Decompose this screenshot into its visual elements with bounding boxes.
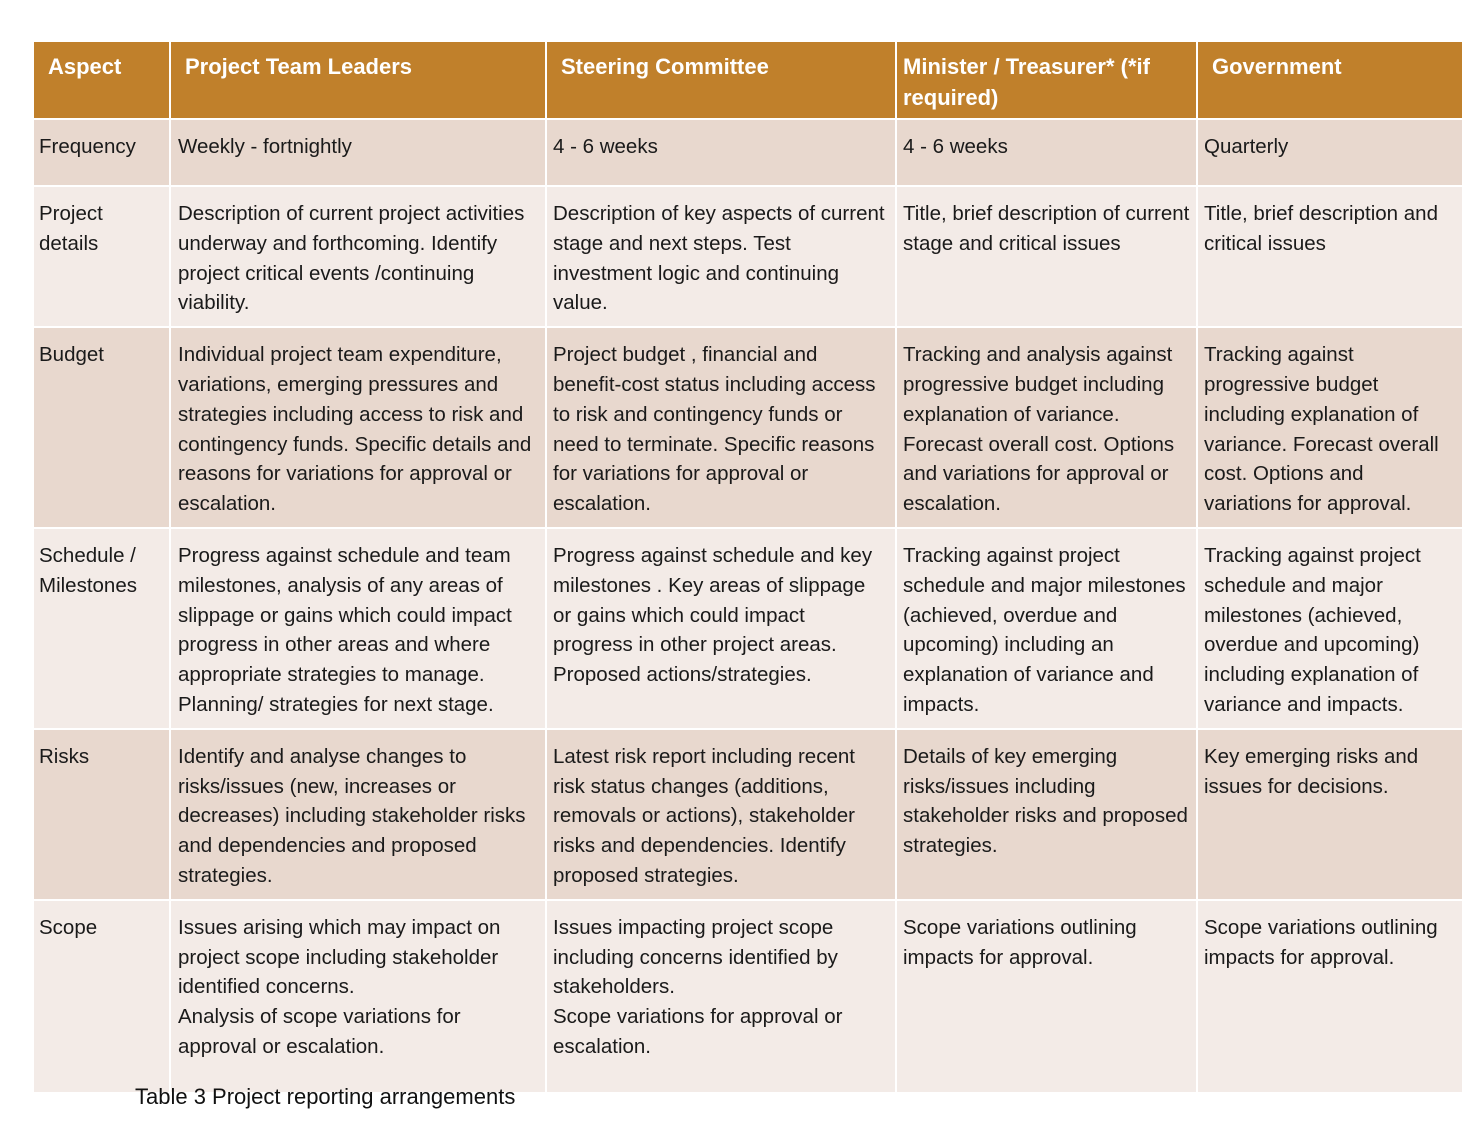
cell-project-details-project-team-leaders: Description of current project activities underway and forthcoming. Identify project critical events /continuing viability. bbox=[170, 186, 546, 327]
cell-budget-government: Tracking against progressive budget including explanation of variance. Forecast overall cost. Options and variations for approval. bbox=[1197, 327, 1463, 528]
cell-frequency-project-team-leaders: Weekly - fortnightly bbox=[170, 119, 546, 186]
cell-schedule-project-team-leaders: Progress against schedule and team milestones, analysis of any areas of slippage or gains which could impact progress in other areas and where appropriate strategies to manage. Planning/ strategies for next stage. bbox=[170, 528, 546, 729]
cell-risks-government: Key emerging risks and issues for decisions. bbox=[1197, 729, 1463, 900]
row-label-budget: Budget bbox=[33, 327, 170, 528]
cell-schedule-government: Tracking against project schedule and major milestones (achieved, overdue and upcoming) including explanation of variance and impacts. bbox=[1197, 528, 1463, 729]
cell-scope-minister-treasurer: Scope variations outlining impacts for approval. bbox=[896, 900, 1197, 1093]
row-label-scope: Scope bbox=[33, 900, 170, 1093]
row-label-risks: Risks bbox=[33, 729, 170, 900]
cell-project-details-government: Title, brief description and critical issues bbox=[1197, 186, 1463, 327]
cell-scope-government: Scope variations outlining impacts for approval. bbox=[1197, 900, 1463, 1093]
cell-scope-ptl-line-2: Analysis of scope variations for approval or escalation. bbox=[178, 1005, 461, 1058]
row-label-schedule-milestones: Schedule / Milestones bbox=[33, 528, 170, 729]
cell-scope-project-team-leaders bbox=[170, 900, 546, 1093]
row-label-frequency: Frequency bbox=[33, 119, 170, 186]
cell-scope-sc-line-2: Scope variations for approval or escalation. bbox=[553, 1005, 843, 1058]
cell-frequency-steering-committee: 4 - 6 weeks bbox=[546, 119, 896, 186]
cell-schedule-steering-committee: Progress against schedule and key milestones . Key areas of slippage or gains which could impact progress in other project areas. Proposed actions/strategies. bbox=[546, 528, 896, 729]
cell-frequency-minister-treasurer: 4 - 6 weeks bbox=[896, 119, 1197, 186]
cell-risks-steering-committee: Latest risk report including recent risk status changes (additions, removals or actions), stakeholder risks and dependencies. Identify proposed strategies. bbox=[546, 729, 896, 900]
cell-scope-sc-line-1: Issues impacting project scope including concerns identified by stakeholders. bbox=[553, 915, 838, 999]
cell-scope-ptl-line-1: Issues arising which may impact on project scope including stakeholder identified concerns. bbox=[178, 915, 501, 999]
table-row-frequency bbox=[33, 119, 1463, 186]
project-reporting-table bbox=[32, 40, 1464, 1094]
header-minister-treasurer: Minister / Treasurer* (*if required) bbox=[896, 41, 1197, 119]
cell-risks-project-team-leaders: Identify and analyse changes to risks/issues (new, increases or decreases) including stakeholder risks and dependencies and proposed strategies. bbox=[170, 729, 546, 900]
cell-budget-project-team-leaders: Individual project team expenditure, variations, emerging pressures and strategies including access to risk and contingency funds. Specific details and reasons for variations for approval or escalation. bbox=[170, 327, 546, 528]
table-row-risks bbox=[33, 729, 1463, 900]
table-row-schedule-milestones bbox=[33, 528, 1463, 729]
row-label-project-details: Project details bbox=[33, 186, 170, 327]
cell-schedule-minister-treasurer: Tracking against project schedule and major milestones (achieved, overdue and upcoming) including an explanation of variance and impacts. bbox=[896, 528, 1197, 729]
cell-project-details-minister-treasurer: Title, brief description of current stage and critical issues bbox=[896, 186, 1197, 327]
table-row-project-details bbox=[33, 186, 1463, 327]
table-row-scope bbox=[33, 900, 1463, 1093]
table-caption: Table 3 Project reporting arrangements bbox=[135, 1084, 516, 1109]
table-row-budget bbox=[33, 327, 1463, 528]
cell-frequency-government: Quarterly bbox=[1197, 119, 1463, 186]
header-project-team-leaders: Project Team Leaders bbox=[170, 41, 546, 119]
cell-budget-steering-committee: Project budget , financial and benefit-cost status including access to risk and contingency funds or need to terminate. Specific reasons for variations for approval or escalation. bbox=[546, 327, 896, 528]
cell-budget-minister-treasurer: Tracking and analysis against progressive budget including explanation of variance. Forecast overall cost. Options and variations for approval or escalation. bbox=[896, 327, 1197, 528]
header-government: Government bbox=[1197, 41, 1463, 119]
cell-scope-steering-committee bbox=[546, 900, 896, 1093]
table-header-row bbox=[33, 41, 1463, 119]
cell-risks-minister-treasurer: Details of key emerging risks/issues including stakeholder risks and proposed strategies. bbox=[896, 729, 1197, 900]
header-aspect: Aspect bbox=[33, 41, 170, 119]
cell-project-details-steering-committee: Description of key aspects of current stage and next steps. Test investment logic and continuing value. bbox=[546, 186, 896, 327]
header-steering-committee: Steering Committee bbox=[546, 41, 896, 119]
